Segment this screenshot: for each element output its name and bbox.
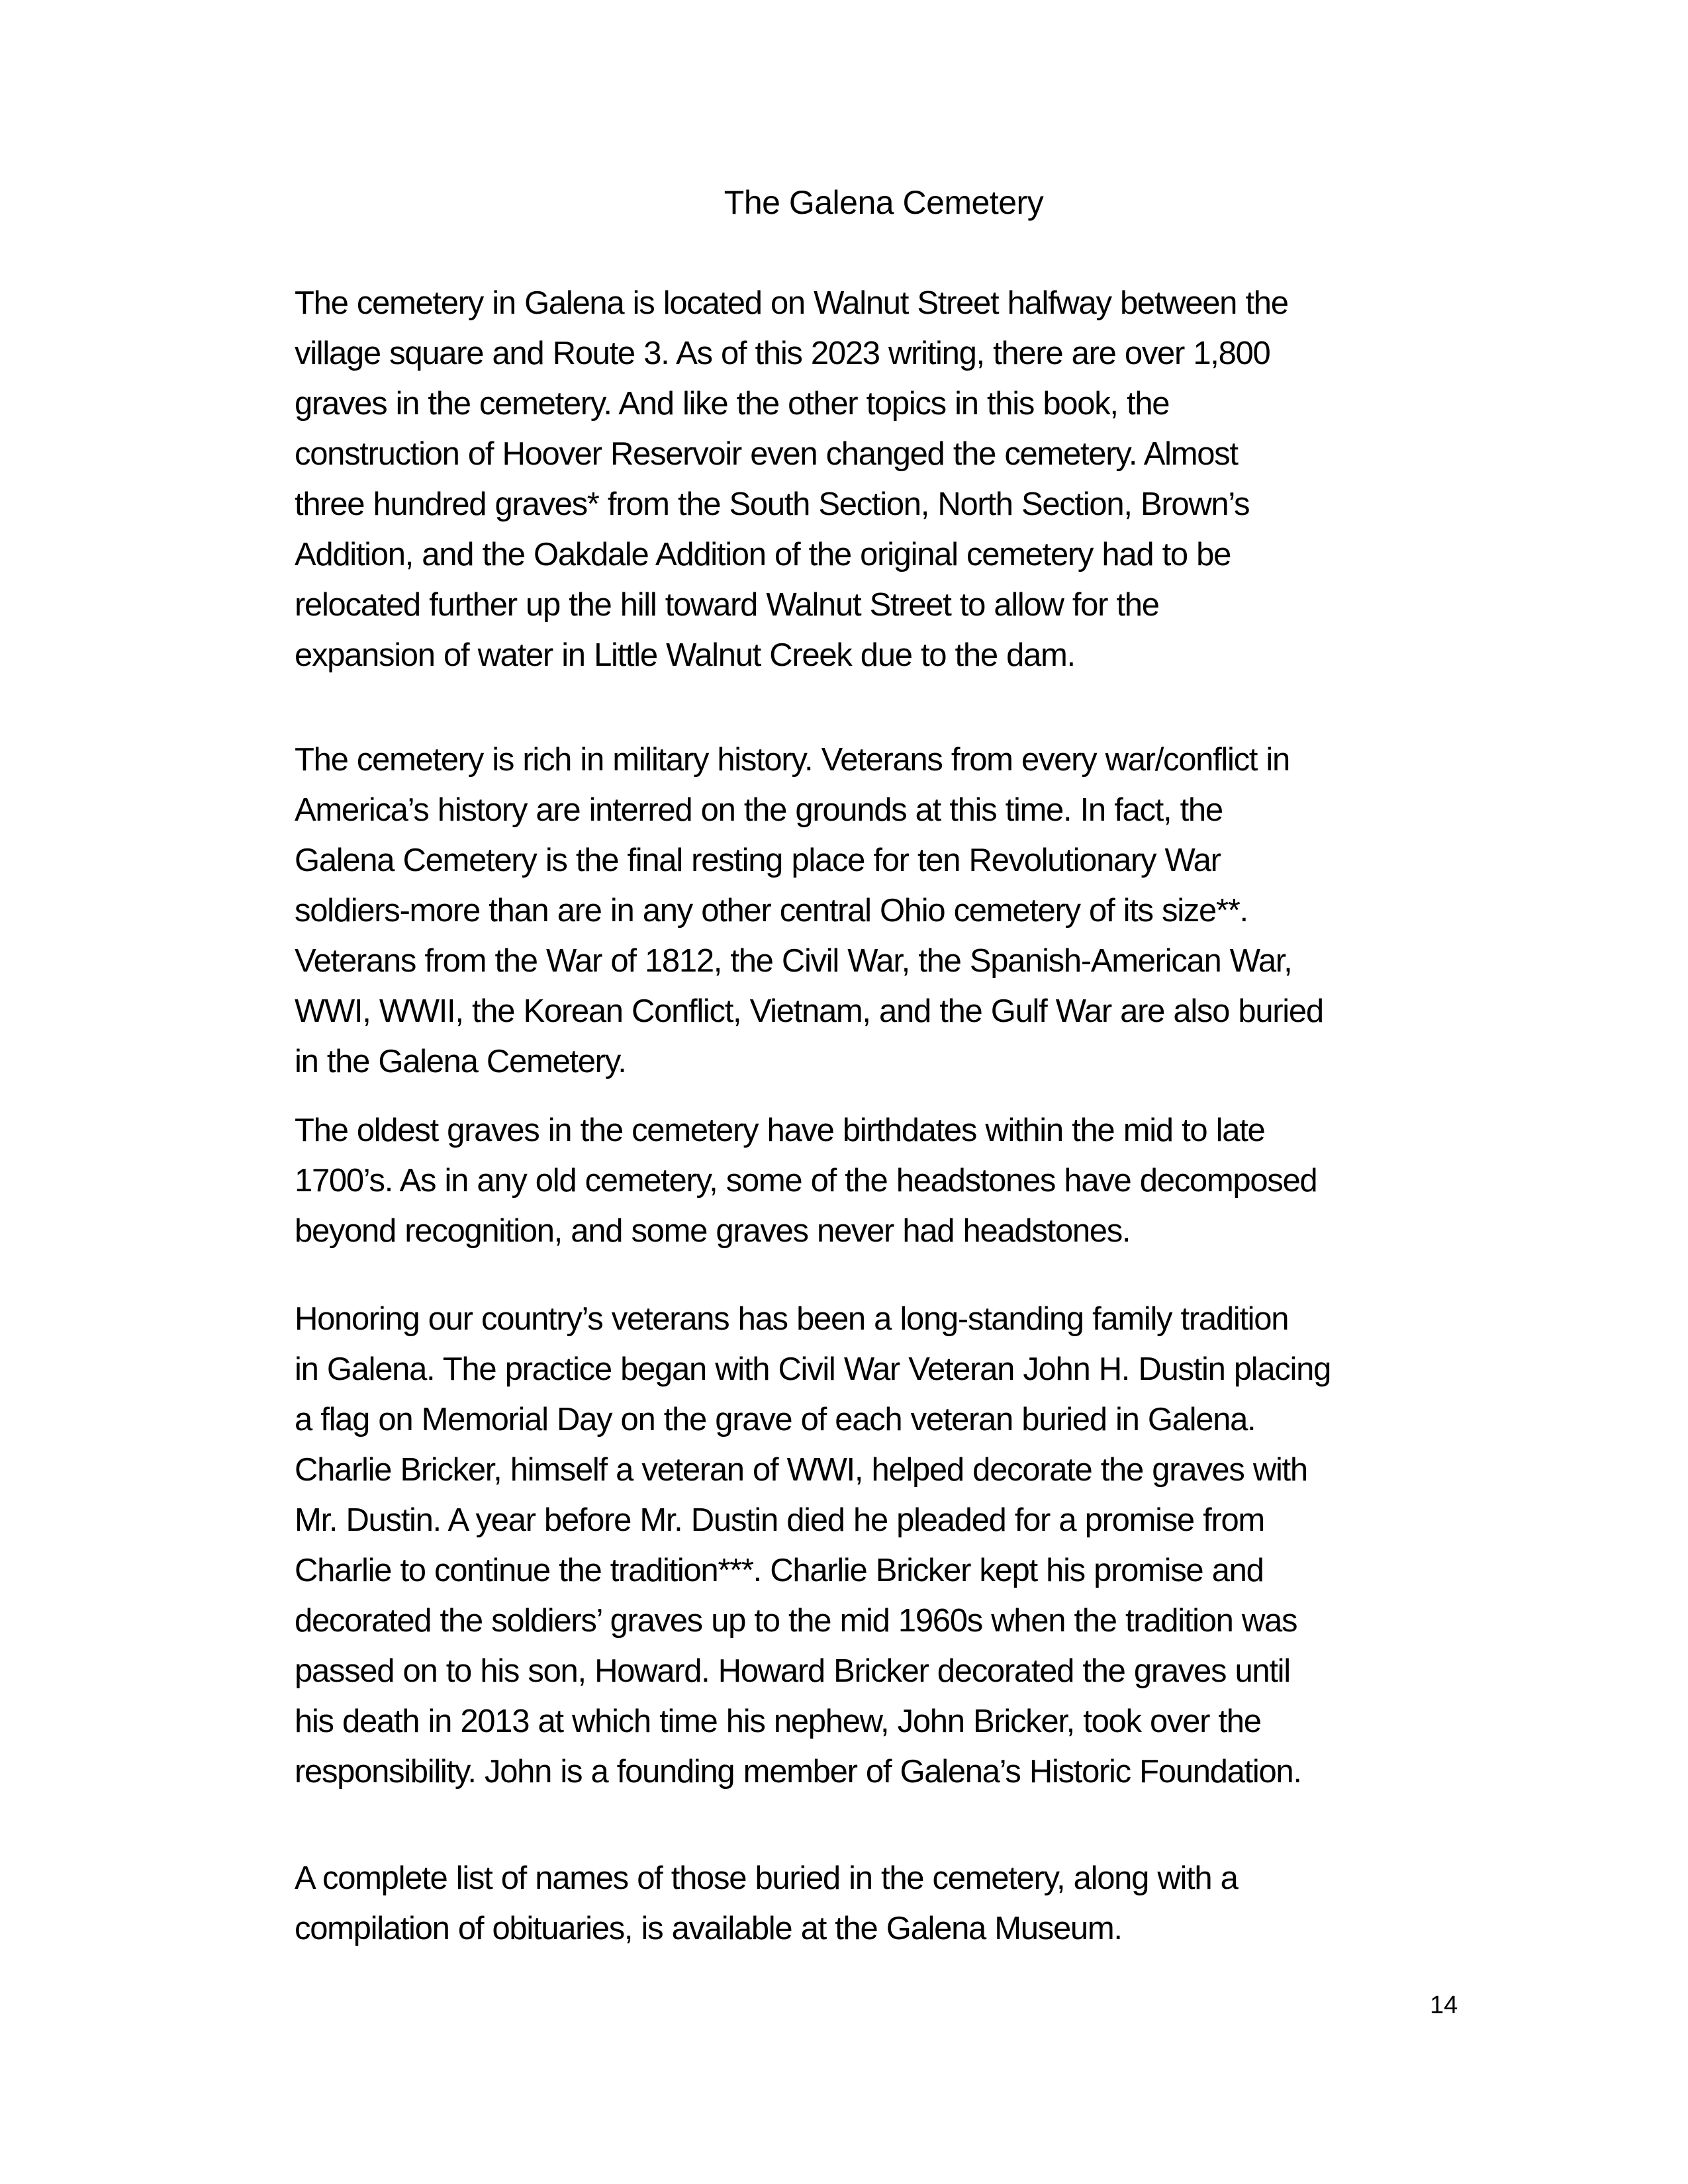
- paragraph-text: A complete list of names of those buried in the cemetery, along with a compilation of obituaries, is available at the Galena Museum.: [295, 1860, 1238, 1946]
- paragraph-cemetery-location: [295, 278, 1479, 680]
- paragraph-text: The cemetery is rich in military history. Veterans from every war/conflict in America’s history are interred on the grounds at this time. In fact, the Galena Cemetery is the final resting place for ten Revolutionary War soldiers-more than are in any other central Ohio cemetery of its size**. Veterans from the War of 1812, the Civil War, the Spanish-American War, WWI, WWII, the Korean Conflict, Vietnam, and the Gulf War are also buried in the Galena Cemetery.: [295, 742, 1323, 1079]
- page-title: The Galena Cemetery: [724, 184, 1044, 221]
- paragraph-text: The oldest graves in the cemetery have birthdates within the mid to late 1700’s. As in any old cemetery, some of the headstones have decomposed beyond recognition, and some graves never had headstones.: [295, 1113, 1317, 1249]
- paragraph-military-history: [295, 735, 1479, 1087]
- paragraph-museum-list: [295, 1853, 1479, 1954]
- paragraph-text: Honoring our country’s veterans has been a long-standing family tradition in Galena. The practice began with Civil War Veteran John H. Dustin placing a flag on Memorial Day on the grave of each veteran buried in Galena. Charlie Bricker, himself a veteran of WWI, helped decorate the graves with Mr. Dustin. A year before Mr. Dustin died he pleaded for a promise from Charlie to continue the tradition***. Charlie Bricker kept his promise and decorated the soldiers’ graves up to the mid 1960s when the tradition was passed on to his son, Howard. Howard Bricker decorated the graves until his death in 2013 at which time his nephew, John Bricker, took over the responsibility. John is a founding member of Galena’s Historic Foundation.: [295, 1301, 1331, 1790]
- paragraph-text: The cemetery in Galena is located on Walnut Street halfway between the village square and Route 3. As of this 2023 writing, there are over 1,800 graves in the cemetery. And like the other topics in this book, the construction of Hoover Reservoir even changed the cemetery. Almost three hundred graves* from the South Section, North Section, Brown’s Addition, and the Oakdale Addition of the original cemetery had to be relocated further up the hill toward Walnut Street to allow for the expansion of water in Little Walnut Creek due to the dam.: [295, 285, 1288, 673]
- paragraph-veterans-tradition: [295, 1294, 1479, 1797]
- paragraph-oldest-graves: [295, 1105, 1479, 1256]
- page-number: 14: [1430, 1991, 1458, 2019]
